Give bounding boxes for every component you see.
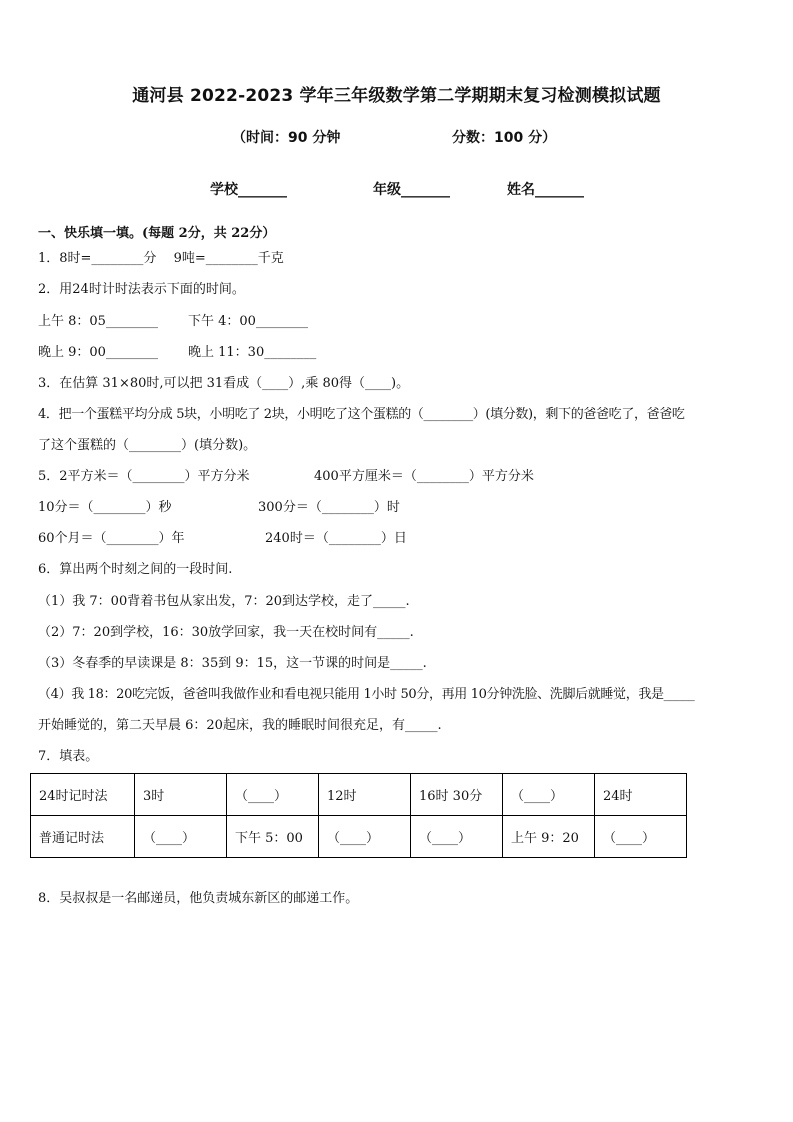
table-row (31, 816, 687, 858)
question-5-b: 400平方厘米＝（________）平方分米 (314, 469, 534, 484)
question-4-line-1: 4．把一个蛋糕平均分成 5块，小明吃了 2块，小明吃了这个蛋糕的（________）(填分数)，剩下的爸爸吃了，爸爸吃 (38, 407, 685, 422)
question-6-part-4-line-2: 开始睡觉的，第二天早晨 6：20起床，我的睡眠时间很充足，有_____. (38, 718, 442, 733)
question-4-line-2: 了这个蛋糕的（________）(填分数)。 (38, 438, 257, 453)
name-field: 姓名_______ (507, 182, 584, 198)
table-cell: （____） (411, 816, 503, 858)
table-cell: 16时 30分 (411, 774, 503, 816)
question-1: 1．8时=________分 9吨=________千克 (38, 251, 284, 266)
table-row (31, 774, 687, 816)
table-cell: 下午 5：00 (227, 816, 319, 858)
question-7-stem: 7．填表。 (38, 749, 99, 764)
exam-time: （时间：90 分钟 (232, 130, 341, 146)
table-cell: 普通记时法 (31, 816, 135, 858)
question-2-b: 下午 4：00________ (188, 314, 308, 329)
table-cell: （____） (135, 816, 227, 858)
question-6-part-3: （3）冬春季的早读课是 8：35到 9：15，这一节课的时间是_____. (38, 656, 427, 671)
table-cell: （____） (319, 816, 411, 858)
grade-field: 年级_______ (373, 182, 450, 198)
question-5-a: 5．2平方米＝（________）平方分米 (38, 469, 250, 484)
table-cell: 24时记时法 (31, 774, 135, 816)
question-6-stem: 6．算出两个时刻之间的一段时间. (38, 562, 233, 577)
table-cell: （____） (227, 774, 319, 816)
table-cell: 上午 9：20 (503, 816, 595, 858)
question-2-c: 晚上 9：00________ (38, 345, 158, 360)
question-5-e: 60个月＝（________）年 (38, 531, 185, 546)
question-2-stem: 2．用24时计时法表示下面的时间。 (38, 282, 245, 297)
question-5-d: 300分＝（________）时 (258, 500, 400, 515)
question-5-f: 240时＝（________）日 (265, 531, 407, 546)
question-6-part-1: （1）我 7：00背着书包从家出发，7：20到达学校，走了_____. (38, 594, 410, 609)
question-2-d: 晚上 11：30________ (188, 345, 317, 360)
question-8: 8．吴叔叔是一名邮递员，他负责城东新区的邮递工作。 (38, 891, 359, 906)
school-field: 学校_______ (210, 182, 287, 198)
question-6-part-2: （2）7：20到学校，16：30放学回家，我一天在校时间有_____. (38, 625, 414, 640)
question-6-part-4-line-1: （4）我 18：20吃完饭，爸爸叫我做作业和看电视只能用 1小时 50分，再用 10分钟洗脸、洗脚后就睡觉，我是_____ (38, 687, 695, 702)
time-conversion-table (30, 773, 687, 858)
table-cell: （____） (595, 816, 687, 858)
section-heading: 一、快乐填一填。(每题 2分，共 22分） (38, 226, 276, 241)
table-cell: 24时 (595, 774, 687, 816)
question-3: 3．在估算 31×80时,可以把 31看成（____）,乘 80得（____)。 (38, 376, 410, 391)
table-cell: （____） (503, 774, 595, 816)
exam-score: 分数：100 分） (452, 130, 557, 146)
question-2-a: 上午 8：05________ (38, 314, 158, 329)
table-cell: 3时 (135, 774, 227, 816)
question-5-c: 10分＝（________）秒 (38, 500, 172, 515)
page-title: 通河县 2022-2023 学年三年级数学第二学期期末复习检测模拟试题 (132, 86, 661, 106)
table-cell: 12时 (319, 774, 411, 816)
